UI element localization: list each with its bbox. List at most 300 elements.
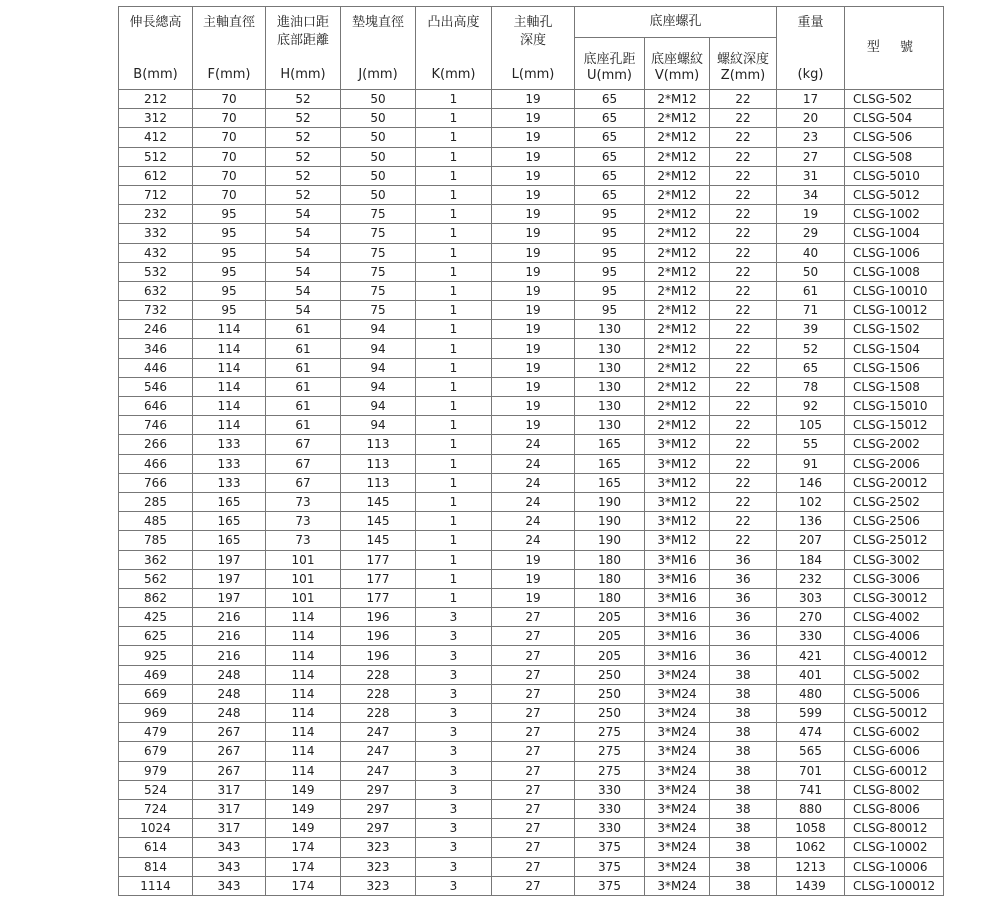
cell-u: 130 <box>575 416 645 435</box>
header-model: 型 號 <box>845 7 944 90</box>
cell-weight: 1058 <box>777 819 845 838</box>
table-row <box>119 435 944 454</box>
cell-l: 27 <box>492 665 575 684</box>
cell-weight: 29 <box>777 224 845 243</box>
cell-weight: 1213 <box>777 857 845 876</box>
table-row <box>119 627 944 646</box>
cell-v: 3*M24 <box>645 819 710 838</box>
cell-h: 174 <box>266 857 341 876</box>
cell-u: 130 <box>575 339 645 358</box>
cell-l: 27 <box>492 876 575 895</box>
cell-u: 190 <box>575 531 645 550</box>
cell-v: 3*M24 <box>645 723 710 742</box>
cell-b: 469 <box>119 665 193 684</box>
cell-f: 95 <box>193 301 266 320</box>
cell-k: 3 <box>416 704 492 723</box>
cell-h: 73 <box>266 492 341 511</box>
cell-l: 27 <box>492 704 575 723</box>
cell-z: 22 <box>710 416 777 435</box>
cell-f: 317 <box>193 780 266 799</box>
cell-k: 1 <box>416 588 492 607</box>
table-header <box>119 7 944 90</box>
cell-f: 165 <box>193 492 266 511</box>
cell-z: 22 <box>710 281 777 300</box>
cell-v: 2*M12 <box>645 205 710 224</box>
cell-z: 38 <box>710 876 777 895</box>
cell-b: 532 <box>119 262 193 281</box>
cell-f: 70 <box>193 166 266 185</box>
cell-v: 2*M12 <box>645 397 710 416</box>
cell-b: 546 <box>119 377 193 396</box>
cell-k: 1 <box>416 531 492 550</box>
cell-h: 101 <box>266 569 341 588</box>
cell-h: 54 <box>266 301 341 320</box>
spec-table <box>118 6 944 896</box>
cell-j: 228 <box>341 684 416 703</box>
cell-v: 3*M24 <box>645 665 710 684</box>
cell-weight: 20 <box>777 109 845 128</box>
cell-u: 250 <box>575 665 645 684</box>
cell-h: 67 <box>266 435 341 454</box>
cell-z: 22 <box>710 185 777 204</box>
cell-v: 3*M16 <box>645 608 710 627</box>
cell-l: 27 <box>492 799 575 818</box>
header-base-group: 底座螺孔 <box>575 7 777 38</box>
cell-weight: 91 <box>777 454 845 473</box>
cell-u: 275 <box>575 742 645 761</box>
cell-b: 785 <box>119 531 193 550</box>
cell-b: 412 <box>119 128 193 147</box>
table-row <box>119 588 944 607</box>
cell-h: 52 <box>266 128 341 147</box>
cell-v: 3*M24 <box>645 780 710 799</box>
header-v: 底座螺紋 V(mm) <box>645 38 710 90</box>
cell-z: 36 <box>710 588 777 607</box>
cell-u: 65 <box>575 185 645 204</box>
cell-weight: 741 <box>777 780 845 799</box>
table-row <box>119 320 944 339</box>
cell-h: 114 <box>266 627 341 646</box>
cell-h: 114 <box>266 742 341 761</box>
cell-j: 323 <box>341 838 416 857</box>
cell-j: 94 <box>341 358 416 377</box>
cell-b: 632 <box>119 281 193 300</box>
cell-z: 38 <box>710 838 777 857</box>
cell-k: 3 <box>416 761 492 780</box>
cell-b: 485 <box>119 512 193 531</box>
cell-weight: 136 <box>777 512 845 531</box>
cell-z: 36 <box>710 569 777 588</box>
cell-model: CLSG-1502 <box>845 320 944 339</box>
cell-b: 466 <box>119 454 193 473</box>
cell-j: 94 <box>341 397 416 416</box>
cell-f: 317 <box>193 799 266 818</box>
cell-j: 94 <box>341 339 416 358</box>
cell-f: 197 <box>193 569 266 588</box>
cell-k: 3 <box>416 684 492 703</box>
cell-model: CLSG-5012 <box>845 185 944 204</box>
cell-k: 1 <box>416 358 492 377</box>
cell-model: CLSG-504 <box>845 109 944 128</box>
cell-k: 3 <box>416 819 492 838</box>
cell-b: 425 <box>119 608 193 627</box>
cell-k: 1 <box>416 435 492 454</box>
cell-u: 250 <box>575 684 645 703</box>
cell-weight: 1439 <box>777 876 845 895</box>
cell-k: 1 <box>416 166 492 185</box>
cell-weight: 1062 <box>777 838 845 857</box>
cell-model: CLSG-1008 <box>845 262 944 281</box>
cell-j: 94 <box>341 416 416 435</box>
cell-weight: 52 <box>777 339 845 358</box>
cell-j: 50 <box>341 185 416 204</box>
cell-j: 297 <box>341 819 416 838</box>
cell-f: 248 <box>193 665 266 684</box>
cell-u: 95 <box>575 262 645 281</box>
cell-weight: 78 <box>777 377 845 396</box>
header-u: 底座孔距 U(mm) <box>575 38 645 90</box>
cell-k: 3 <box>416 857 492 876</box>
cell-weight: 40 <box>777 243 845 262</box>
cell-v: 3*M24 <box>645 684 710 703</box>
cell-z: 38 <box>710 665 777 684</box>
cell-b: 766 <box>119 473 193 492</box>
cell-j: 177 <box>341 588 416 607</box>
cell-u: 95 <box>575 224 645 243</box>
cell-l: 27 <box>492 684 575 703</box>
header-h: 進油口距 底部距離 H(mm) <box>266 7 341 90</box>
cell-v: 3*M16 <box>645 646 710 665</box>
cell-f: 95 <box>193 243 266 262</box>
cell-k: 1 <box>416 243 492 262</box>
cell-f: 267 <box>193 761 266 780</box>
cell-u: 180 <box>575 588 645 607</box>
cell-h: 52 <box>266 166 341 185</box>
cell-l: 27 <box>492 819 575 838</box>
cell-k: 3 <box>416 876 492 895</box>
table-row <box>119 454 944 473</box>
cell-weight: 401 <box>777 665 845 684</box>
cell-b: 512 <box>119 147 193 166</box>
cell-h: 52 <box>266 185 341 204</box>
cell-b: 925 <box>119 646 193 665</box>
cell-h: 149 <box>266 819 341 838</box>
cell-k: 1 <box>416 473 492 492</box>
cell-b: 332 <box>119 224 193 243</box>
cell-f: 95 <box>193 205 266 224</box>
table-body <box>119 90 944 896</box>
cell-model: CLSG-15010 <box>845 397 944 416</box>
table-row <box>119 876 944 895</box>
cell-k: 1 <box>416 205 492 224</box>
cell-j: 323 <box>341 857 416 876</box>
header-f: 主軸直徑 F(mm) <box>193 7 266 90</box>
cell-b: 432 <box>119 243 193 262</box>
cell-h: 73 <box>266 512 341 531</box>
cell-b: 612 <box>119 166 193 185</box>
cell-f: 343 <box>193 857 266 876</box>
cell-u: 165 <box>575 435 645 454</box>
cell-weight: 565 <box>777 742 845 761</box>
cell-u: 95 <box>575 205 645 224</box>
table-row <box>119 339 944 358</box>
cell-j: 50 <box>341 90 416 109</box>
cell-z: 22 <box>710 243 777 262</box>
cell-j: 323 <box>341 876 416 895</box>
cell-model: CLSG-6006 <box>845 742 944 761</box>
cell-l: 19 <box>492 205 575 224</box>
cell-b: 479 <box>119 723 193 742</box>
cell-l: 24 <box>492 435 575 454</box>
cell-j: 94 <box>341 320 416 339</box>
cell-weight: 330 <box>777 627 845 646</box>
cell-l: 19 <box>492 339 575 358</box>
cell-b: 232 <box>119 205 193 224</box>
cell-model: CLSG-100012 <box>845 876 944 895</box>
cell-l: 27 <box>492 780 575 799</box>
cell-z: 22 <box>710 301 777 320</box>
cell-k: 3 <box>416 608 492 627</box>
cell-z: 22 <box>710 128 777 147</box>
cell-j: 75 <box>341 281 416 300</box>
cell-b: 1114 <box>119 876 193 895</box>
cell-l: 19 <box>492 397 575 416</box>
cell-z: 36 <box>710 627 777 646</box>
table-row <box>119 723 944 742</box>
cell-v: 2*M12 <box>645 90 710 109</box>
cell-k: 1 <box>416 281 492 300</box>
cell-k: 1 <box>416 90 492 109</box>
cell-model: CLSG-30012 <box>845 588 944 607</box>
cell-l: 19 <box>492 185 575 204</box>
cell-u: 205 <box>575 608 645 627</box>
cell-h: 61 <box>266 377 341 396</box>
cell-f: 114 <box>193 320 266 339</box>
cell-h: 114 <box>266 665 341 684</box>
cell-b: 679 <box>119 742 193 761</box>
cell-f: 165 <box>193 531 266 550</box>
cell-model: CLSG-506 <box>845 128 944 147</box>
table-row <box>119 608 944 627</box>
header-l: 主軸孔 深度 L(mm) <box>492 7 575 90</box>
cell-v: 2*M12 <box>645 377 710 396</box>
cell-f: 343 <box>193 838 266 857</box>
cell-z: 22 <box>710 90 777 109</box>
cell-j: 247 <box>341 723 416 742</box>
cell-z: 22 <box>710 166 777 185</box>
cell-h: 61 <box>266 339 341 358</box>
cell-z: 22 <box>710 224 777 243</box>
cell-h: 61 <box>266 358 341 377</box>
table-row <box>119 761 944 780</box>
cell-l: 19 <box>492 262 575 281</box>
table-row <box>119 473 944 492</box>
table-row <box>119 704 944 723</box>
cell-weight: 71 <box>777 301 845 320</box>
cell-weight: 105 <box>777 416 845 435</box>
cell-k: 1 <box>416 185 492 204</box>
cell-j: 75 <box>341 262 416 281</box>
cell-model: CLSG-40012 <box>845 646 944 665</box>
cell-k: 1 <box>416 224 492 243</box>
cell-l: 19 <box>492 243 575 262</box>
cell-u: 165 <box>575 473 645 492</box>
cell-v: 3*M12 <box>645 435 710 454</box>
cell-u: 375 <box>575 838 645 857</box>
cell-j: 75 <box>341 224 416 243</box>
cell-j: 196 <box>341 646 416 665</box>
cell-l: 24 <box>492 454 575 473</box>
cell-u: 330 <box>575 799 645 818</box>
cell-j: 247 <box>341 742 416 761</box>
cell-v: 2*M12 <box>645 185 710 204</box>
cell-l: 19 <box>492 301 575 320</box>
cell-model: CLSG-502 <box>845 90 944 109</box>
cell-v: 3*M24 <box>645 838 710 857</box>
cell-v: 3*M12 <box>645 454 710 473</box>
cell-f: 133 <box>193 454 266 473</box>
table-row <box>119 224 944 243</box>
cell-k: 1 <box>416 109 492 128</box>
header-j: 墊塊直徑 J(mm) <box>341 7 416 90</box>
cell-z: 22 <box>710 473 777 492</box>
cell-f: 114 <box>193 377 266 396</box>
cell-v: 3*M16 <box>645 569 710 588</box>
cell-b: 746 <box>119 416 193 435</box>
cell-l: 19 <box>492 109 575 128</box>
cell-u: 330 <box>575 780 645 799</box>
table-row <box>119 819 944 838</box>
cell-model: CLSG-4002 <box>845 608 944 627</box>
cell-z: 22 <box>710 377 777 396</box>
cell-u: 180 <box>575 550 645 569</box>
cell-model: CLSG-60012 <box>845 761 944 780</box>
cell-l: 19 <box>492 377 575 396</box>
cell-f: 133 <box>193 473 266 492</box>
cell-v: 2*M12 <box>645 109 710 128</box>
cell-b: 625 <box>119 627 193 646</box>
cell-weight: 207 <box>777 531 845 550</box>
cell-model: CLSG-10006 <box>845 857 944 876</box>
cell-k: 1 <box>416 320 492 339</box>
cell-l: 19 <box>492 358 575 377</box>
cell-u: 95 <box>575 301 645 320</box>
cell-u: 65 <box>575 90 645 109</box>
cell-h: 114 <box>266 684 341 703</box>
cell-v: 2*M12 <box>645 224 710 243</box>
cell-h: 114 <box>266 646 341 665</box>
cell-weight: 92 <box>777 397 845 416</box>
cell-u: 130 <box>575 358 645 377</box>
cell-weight: 599 <box>777 704 845 723</box>
cell-k: 1 <box>416 492 492 511</box>
table-row <box>119 301 944 320</box>
table-row <box>119 665 944 684</box>
table-row <box>119 857 944 876</box>
cell-h: 101 <box>266 550 341 569</box>
cell-z: 22 <box>710 454 777 473</box>
cell-k: 3 <box>416 838 492 857</box>
cell-l: 24 <box>492 531 575 550</box>
cell-z: 22 <box>710 320 777 339</box>
cell-v: 2*M12 <box>645 281 710 300</box>
cell-weight: 421 <box>777 646 845 665</box>
cell-b: 246 <box>119 320 193 339</box>
cell-z: 36 <box>710 646 777 665</box>
cell-model: CLSG-2006 <box>845 454 944 473</box>
cell-h: 61 <box>266 416 341 435</box>
cell-j: 75 <box>341 205 416 224</box>
cell-model: CLSG-1506 <box>845 358 944 377</box>
cell-weight: 55 <box>777 435 845 454</box>
cell-z: 36 <box>710 550 777 569</box>
table-row <box>119 166 944 185</box>
cell-l: 19 <box>492 569 575 588</box>
cell-v: 2*M12 <box>645 262 710 281</box>
cell-z: 22 <box>710 492 777 511</box>
cell-h: 52 <box>266 147 341 166</box>
cell-l: 27 <box>492 646 575 665</box>
cell-j: 94 <box>341 377 416 396</box>
cell-j: 177 <box>341 569 416 588</box>
cell-l: 24 <box>492 512 575 531</box>
cell-model: CLSG-1504 <box>845 339 944 358</box>
cell-u: 95 <box>575 243 645 262</box>
cell-z: 22 <box>710 435 777 454</box>
cell-model: CLSG-5010 <box>845 166 944 185</box>
cell-j: 145 <box>341 512 416 531</box>
cell-b: 524 <box>119 780 193 799</box>
cell-l: 19 <box>492 147 575 166</box>
cell-k: 1 <box>416 128 492 147</box>
cell-k: 1 <box>416 550 492 569</box>
cell-v: 3*M24 <box>645 876 710 895</box>
cell-j: 196 <box>341 608 416 627</box>
cell-u: 205 <box>575 627 645 646</box>
cell-model: CLSG-3002 <box>845 550 944 569</box>
cell-h: 54 <box>266 281 341 300</box>
cell-u: 130 <box>575 320 645 339</box>
cell-u: 275 <box>575 723 645 742</box>
table-row <box>119 281 944 300</box>
cell-z: 38 <box>710 723 777 742</box>
cell-k: 3 <box>416 646 492 665</box>
table-row <box>119 492 944 511</box>
cell-model: CLSG-20012 <box>845 473 944 492</box>
cell-model: CLSG-2002 <box>845 435 944 454</box>
cell-v: 2*M12 <box>645 301 710 320</box>
cell-weight: 65 <box>777 358 845 377</box>
cell-z: 22 <box>710 512 777 531</box>
cell-h: 54 <box>266 262 341 281</box>
cell-h: 54 <box>266 205 341 224</box>
cell-z: 38 <box>710 819 777 838</box>
cell-v: 3*M16 <box>645 550 710 569</box>
table-row <box>119 147 944 166</box>
cell-v: 3*M24 <box>645 704 710 723</box>
cell-model: CLSG-25012 <box>845 531 944 550</box>
table-row <box>119 531 944 550</box>
cell-z: 38 <box>710 704 777 723</box>
cell-weight: 39 <box>777 320 845 339</box>
cell-k: 1 <box>416 397 492 416</box>
cell-l: 19 <box>492 281 575 300</box>
cell-weight: 184 <box>777 550 845 569</box>
cell-model: CLSG-1006 <box>845 243 944 262</box>
cell-weight: 61 <box>777 281 845 300</box>
cell-f: 114 <box>193 416 266 435</box>
cell-l: 27 <box>492 608 575 627</box>
